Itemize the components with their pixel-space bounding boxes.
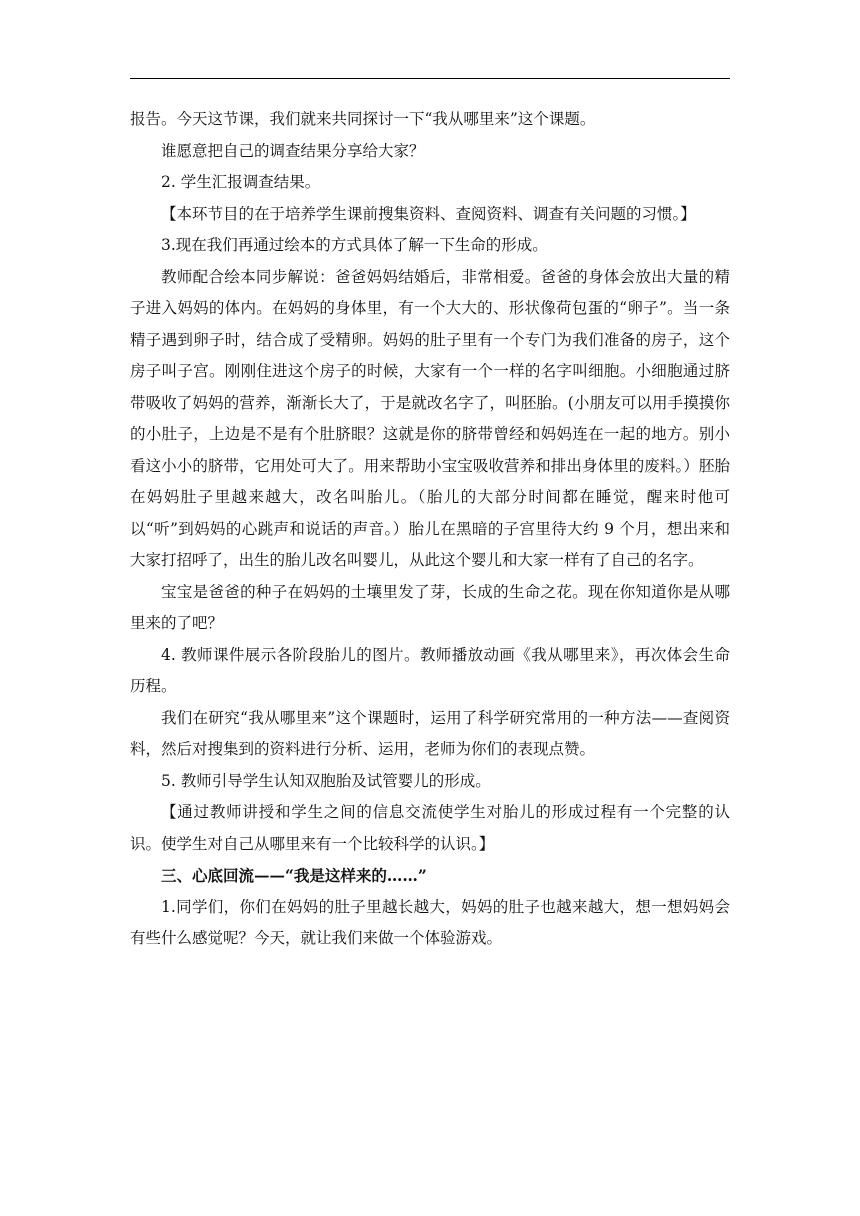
paragraph-step-3: 3.现在我们再通过绘本的方式具体了解一下生命的形成。 [161, 236, 548, 254]
section-heading-3: 三、心底回流——“我是这样来的……” [161, 866, 427, 885]
header-rule [130, 78, 730, 79]
paragraph-note-2: 【通过教师讲授和学生之间的信息交流使学生对胎儿的形成过程有一个完整的认识。使学生对自己从哪里来有一个比较科学的认识。】 [130, 803, 730, 853]
paragraph-step-5: 5. 教师引导学生认知双胞胎及试管婴儿的形成。 [161, 771, 491, 790]
paragraph-step-2: 2. 学生汇报调查结果。 [161, 173, 321, 191]
paragraph-research-method: 我们在研究“我从哪里来”这个课题时，运用了科学研究常用的一种方法——查阅资料，然后对搜集到的资料进行分析、运用，老师为你们的表现点赞。 [130, 708, 730, 758]
paragraph-share-question: 谁愿意把自己的调查结果分享给大家？ [161, 141, 425, 160]
paragraph-note-1: 【本环节目的在于培养学生课前搜集资料、查阅资料、调查有关问题的习惯。】 [161, 204, 696, 223]
paragraph-narration: 教师配合绘本同步解说：爸爸妈妈结婚后，非常相爱。爸爸的身体会放出大量的精子进入妈妈的体内。在妈妈的身体里，有一个大大的、形状像荷包蛋的“卵子”。当一条精子遇到卵子时，结合成了受精卵。妈妈的肚子里有一个专门为我们准备的房子，这个房子叫子宫。刚刚住进这个房子的时候，大家有一个一样的名字叫细胞。小细胞通过脐带吸收了妈妈的营养，渐渐长大了，于是就改名字了，叫胚胎。(小朋友可以用手摸摸你的小肚子，上边是不是有个肚脐眼？这就是你的脐带曾经和妈妈连在一起的地方。别小看这小小的脐带，它用处可大了。用来帮助小宝宝吸收营养和排出身体里的废料。）胚胎在妈妈肚子里越来越大，改名叫胎儿。（胎儿的大部分时间都在睡觉，醒来时他可以“听”到妈妈的心跳声和说话的声音。）胎儿在黑暗的子宫里待大约 9 个月，想出来和大家打招呼了，出生的胎儿改名叫婴儿，从此这个婴儿和大家一样有了自己的名字。 [130, 267, 730, 569]
paragraph-activity-1: 1.同学们，你们在妈妈的肚子里越长越大，妈妈的肚子也越来越大，想一想妈妈会有些什么感觉呢？今天，就让我们来做一个体验游戏。 [130, 897, 730, 947]
paragraph-step-4: 4. 教师课件展示各阶段胎儿的图片。教师播放动画《我从哪里来》，再次体会生命历程。 [130, 645, 730, 695]
paragraph-flower-of-life: 宝宝是爸爸的种子在妈妈的土壤里发了芽，长成的生命之花。现在你知道你是从哪里来的了吧？ [130, 582, 730, 632]
document-body [130, 104, 730, 955]
paragraph-intro-continuation: 报告。今天这节课，我们就来共同探讨一下“我从哪里来”这个课题。 [130, 110, 596, 128]
